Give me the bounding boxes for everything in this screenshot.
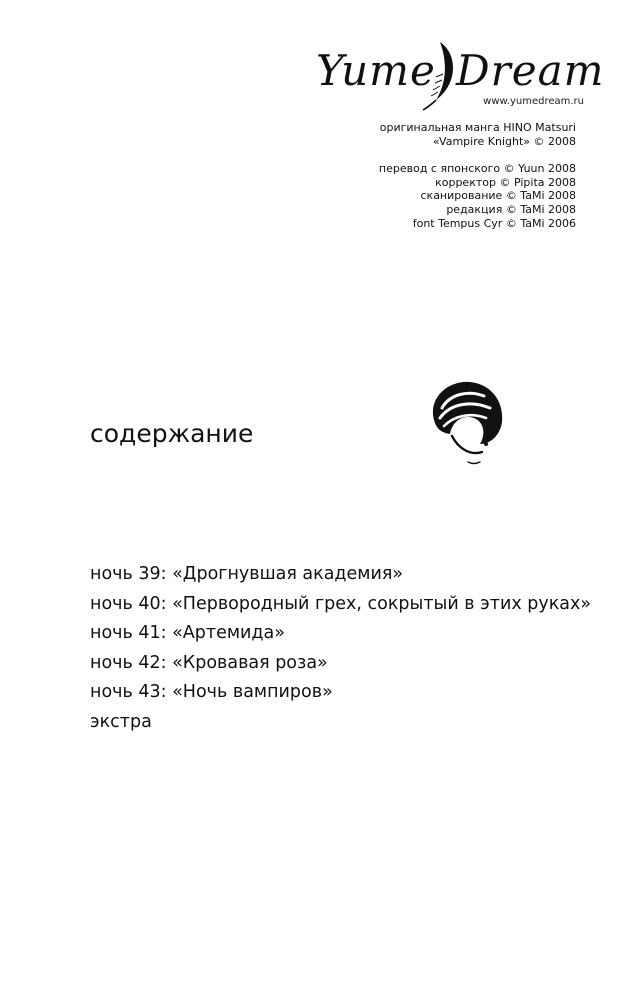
logo-word-yume: Yume xyxy=(316,46,436,95)
credit-line: корректор © Pipita 2008 xyxy=(435,175,576,189)
logo-word-dream: Dream xyxy=(456,46,605,95)
credits-spacer xyxy=(379,148,576,162)
credit-line: сканирование © TaMi 2008 xyxy=(420,189,576,203)
swirl-face-icon xyxy=(428,378,508,466)
toc-item: ночь 43: «Ночь вампиров» xyxy=(90,682,333,702)
toc-list xyxy=(90,560,591,737)
toc-title: содержание xyxy=(90,419,254,448)
credit-line: редакция © TaMi 2008 xyxy=(446,202,576,216)
credits-block xyxy=(379,121,576,230)
credit-line: перевод с японского © Yuun 2008 xyxy=(378,162,576,176)
toc-item: ночь 41: «Артемида» xyxy=(90,623,285,643)
credit-line: оригинальная манга HINO Matsuri xyxy=(379,121,576,134)
toc-item: ночь 40: «Первородный грех, сокрытый в этих руках» xyxy=(90,593,592,614)
credit-line: font Tempus Cyr © TaMi 2006 xyxy=(412,216,576,230)
site-url: www.yumedream.ru xyxy=(483,96,584,107)
toc-item: ночь 42: «Кровавая роза» xyxy=(90,652,328,673)
toc-item: ночь 39: «Дрогнувшая академия» xyxy=(90,564,404,584)
toc-item: экстра xyxy=(90,711,152,732)
credit-line: «Vampire Knight» © 2008 xyxy=(432,134,576,148)
